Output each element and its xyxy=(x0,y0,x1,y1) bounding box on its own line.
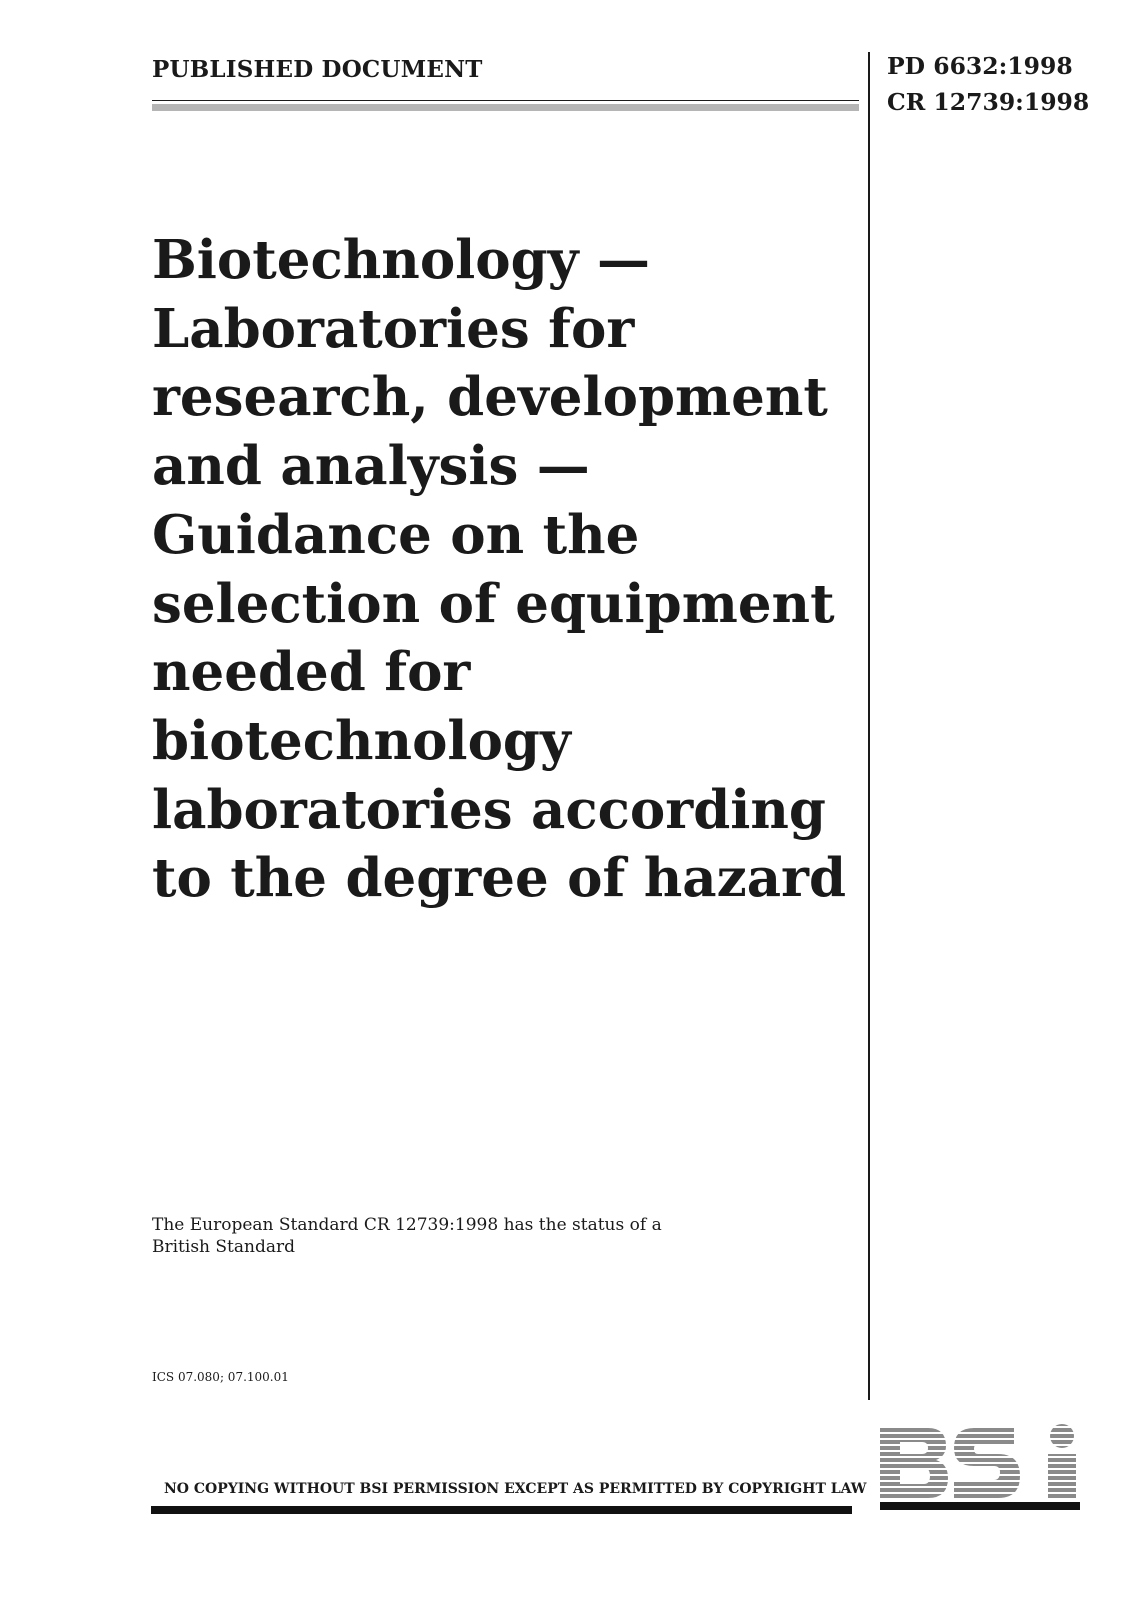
title-line: and analysis — xyxy=(152,435,590,498)
title-line: selection of equipment xyxy=(152,572,835,635)
cr-number: CR 12739:1998 xyxy=(887,88,1090,116)
document-type-label: PUBLISHED DOCUMENT xyxy=(152,56,483,83)
logo-underline xyxy=(880,1502,1080,1510)
status-note-line: The European Standard CR 12739:1998 has the status of a xyxy=(152,1215,662,1235)
vertical-divider xyxy=(868,52,870,1400)
copyright-notice: NO COPYING WITHOUT BSI PERMISSION EXCEPT AS PERMITTED BY COPYRIGHT LAW xyxy=(164,1481,867,1497)
status-note xyxy=(152,1214,712,1258)
document-identifiers xyxy=(887,48,1089,120)
header-rule-thick xyxy=(152,104,859,111)
title-line: Laboratories for xyxy=(152,297,635,360)
footer-rule xyxy=(151,1506,852,1514)
title-line: research, development xyxy=(152,366,828,429)
ics-codes: ICS 07.080; 07.100.01 xyxy=(152,1370,289,1384)
pd-number: PD 6632:1998 xyxy=(887,52,1073,80)
document-title xyxy=(152,226,852,913)
status-note-line: British Standard xyxy=(152,1237,295,1257)
title-line: Biotechnology — xyxy=(152,229,650,291)
title-line: needed for xyxy=(152,641,471,704)
title-line: biotechnology xyxy=(152,709,571,772)
header-rule-thin xyxy=(152,100,859,101)
title-line: laboratories according xyxy=(152,778,826,841)
title-line: to the degree of hazard xyxy=(152,847,847,910)
bsi-logo xyxy=(880,1422,1080,1512)
title-line: Guidance on the xyxy=(152,503,640,566)
